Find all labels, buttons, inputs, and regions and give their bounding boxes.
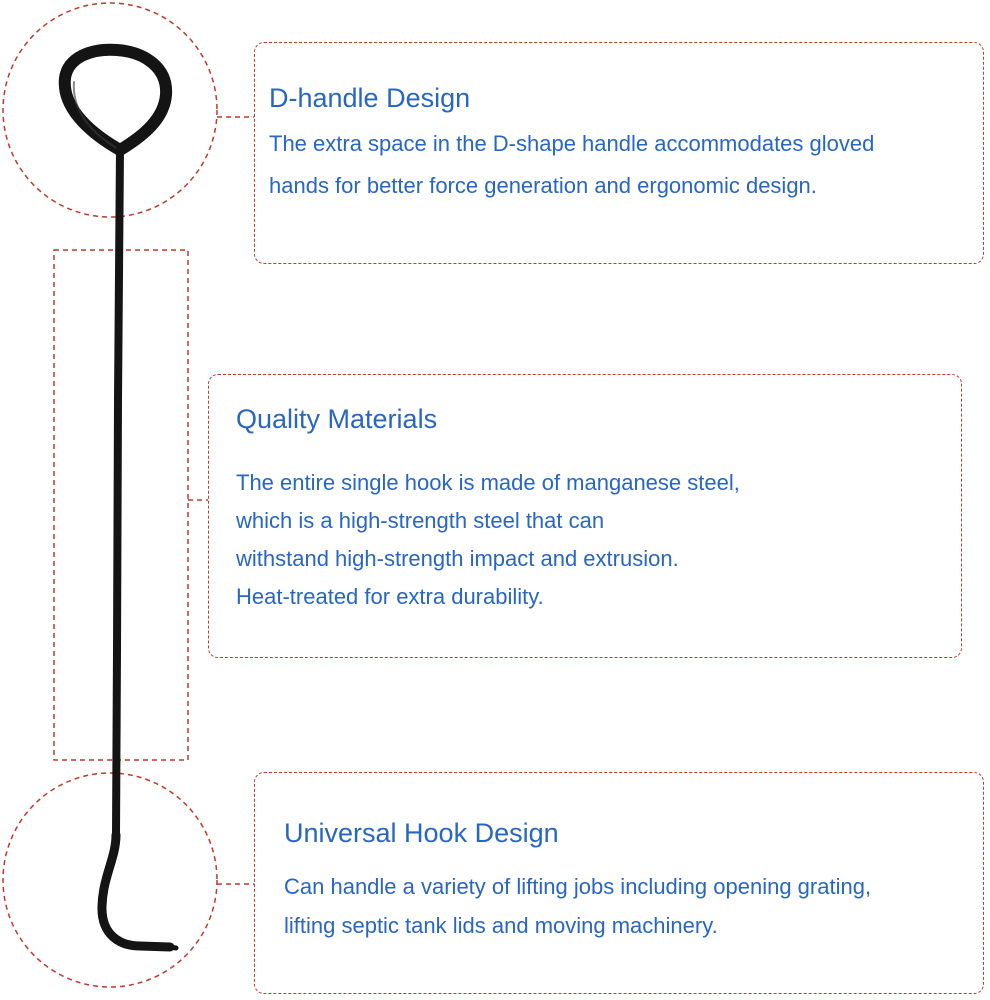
hook-design-title: Universal Hook Design xyxy=(284,818,559,848)
hook-design-description xyxy=(284,867,871,945)
handle-zoom-circle xyxy=(3,3,217,217)
hook-tool-image xyxy=(65,50,176,948)
description-line: lifting septic tank lids and moving machinery. xyxy=(284,913,718,938)
shaft xyxy=(116,148,120,835)
handle-design-description xyxy=(269,123,874,207)
quality-materials-title: Quality Materials xyxy=(236,404,438,434)
handle-design-title: D-handle Design xyxy=(269,83,471,113)
quality-materials-callout xyxy=(208,374,962,658)
description-line: The extra space in the D-shape handle accommodates gloved xyxy=(269,131,875,156)
handle-design-callout xyxy=(254,42,984,264)
description-line: which is a high-strength steel that can xyxy=(236,508,605,533)
hook-design-callout xyxy=(254,772,984,994)
description-line: withstand high-strength impact and extrusion. xyxy=(236,546,679,571)
description-line: Can handle a variety of lifting jobs including opening grating, xyxy=(284,874,872,899)
description-line: hands for better force generation and ergonomic design. xyxy=(269,173,817,198)
description-line: The entire single hook is made of manganese steel, xyxy=(236,470,740,495)
description-line: Heat-treated for extra durability. xyxy=(236,584,544,609)
quality-materials-description xyxy=(236,464,740,616)
hook-tip xyxy=(102,835,170,947)
d-handle-ring xyxy=(65,50,166,150)
